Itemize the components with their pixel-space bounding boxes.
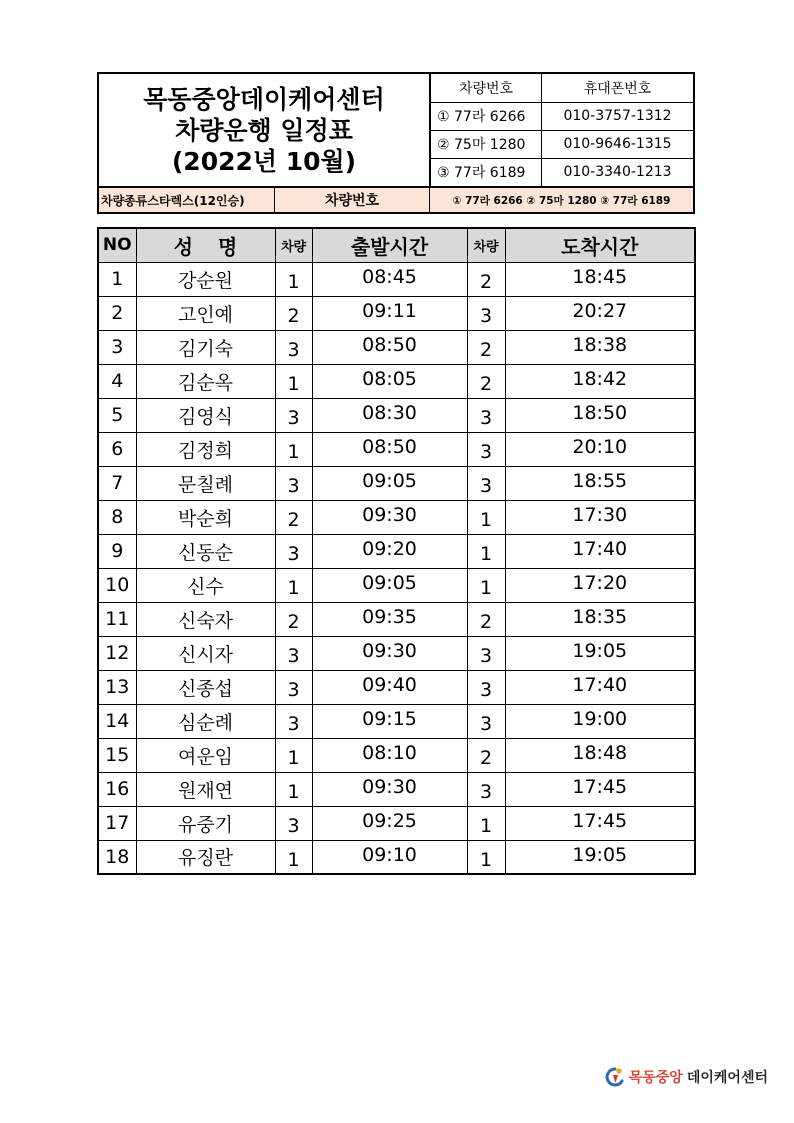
- cell-name: 신시자: [136, 636, 275, 670]
- vehicle-col-header: 차량번호: [431, 74, 542, 102]
- vehicle-contact-row: [431, 130, 694, 158]
- cell-car-out: 3: [275, 806, 312, 840]
- cell-arrive-time: 18:35: [505, 602, 695, 636]
- cell-arrive-time: 18:45: [505, 262, 695, 296]
- table-row: [98, 738, 695, 772]
- cell-arrive-time: 18:55: [505, 466, 695, 500]
- cell-no: 17: [98, 806, 136, 840]
- cell-no: 6: [98, 432, 136, 466]
- col-name-header: 성 명: [136, 228, 275, 262]
- cell-car-out: 3: [275, 466, 312, 500]
- cell-car-in: 2: [467, 262, 505, 296]
- vehicle-info-row: [99, 186, 693, 212]
- cell-depart-time: 08:50: [312, 330, 467, 364]
- cell-no: 4: [98, 364, 136, 398]
- cell-no: 7: [98, 466, 136, 500]
- table-row: [98, 602, 695, 636]
- schedule-header-row: [98, 228, 695, 262]
- cell-depart-time: 09:15: [312, 704, 467, 738]
- vehicle-plate: ② 75마 1280: [431, 130, 542, 158]
- cell-depart-time: 09:30: [312, 500, 467, 534]
- cell-name: 유징란: [136, 840, 275, 874]
- cell-arrive-time: 17:40: [505, 670, 695, 704]
- col-arrive-header: 도착시간: [505, 228, 695, 262]
- driver-phone: 010-3340-1213: [542, 158, 694, 186]
- table-row: [98, 262, 695, 296]
- cell-no: 13: [98, 670, 136, 704]
- vehicle-plate: ③ 77라 6189: [431, 158, 542, 186]
- schedule-header: [97, 72, 695, 214]
- cell-car-in: 2: [467, 602, 505, 636]
- cell-car-out: 1: [275, 568, 312, 602]
- cell-car-out: 2: [275, 296, 312, 330]
- table-row: [98, 806, 695, 840]
- cell-depart-time: 09:30: [312, 636, 467, 670]
- cell-car-out: 3: [275, 636, 312, 670]
- cell-no: 12: [98, 636, 136, 670]
- cell-arrive-time: 20:27: [505, 296, 695, 330]
- cell-no: 5: [98, 398, 136, 432]
- logo-text-secondary: 데이케어센터: [686, 1070, 768, 1086]
- cell-no: 1: [98, 262, 136, 296]
- cell-arrive-time: 18:50: [505, 398, 695, 432]
- footer-logo: [605, 1066, 768, 1088]
- cell-car-in: 1: [467, 806, 505, 840]
- cell-car-in: 2: [467, 330, 505, 364]
- cell-car-in: 3: [467, 432, 505, 466]
- cell-depart-time: 09:30: [312, 772, 467, 806]
- cell-name: 문칠례: [136, 466, 275, 500]
- logo-text-primary: 목동중앙: [628, 1070, 683, 1086]
- vehicle-plate: ① 77라 6266: [431, 102, 542, 130]
- cell-name: 여운임: [136, 738, 275, 772]
- daycare-logo-icon: [605, 1066, 625, 1088]
- table-row: [98, 296, 695, 330]
- cell-car-out: 1: [275, 262, 312, 296]
- cell-arrive-time: 19:00: [505, 704, 695, 738]
- table-row: [98, 364, 695, 398]
- cell-car-in: 3: [467, 704, 505, 738]
- cell-depart-time: 09:10: [312, 840, 467, 874]
- vehicle-type: 차량종류스타렉스(12인승): [99, 188, 275, 212]
- cell-name: 신종섭: [136, 670, 275, 704]
- cell-name: 유중기: [136, 806, 275, 840]
- cell-arrive-time: 19:05: [505, 840, 695, 874]
- cell-arrive-time: 17:45: [505, 772, 695, 806]
- cell-no: 9: [98, 534, 136, 568]
- col-car-in-header: 차량: [467, 228, 505, 262]
- col-no-header: NO: [98, 228, 136, 262]
- table-row: [98, 840, 695, 874]
- cell-arrive-time: 17:40: [505, 534, 695, 568]
- vehicle-number-list: ① 77라 6266 ② 75마 1280 ③ 77라 6189: [452, 194, 671, 207]
- cell-depart-time: 09:11: [312, 296, 467, 330]
- cell-car-out: 1: [275, 432, 312, 466]
- vehicle-contact-row: [431, 102, 694, 130]
- cell-depart-time: 08:45: [312, 262, 467, 296]
- cell-car-out: 3: [275, 704, 312, 738]
- cell-car-out: 1: [275, 364, 312, 398]
- cell-car-in: 2: [467, 738, 505, 772]
- cell-name: 신숙자: [136, 602, 275, 636]
- table-row: [98, 500, 695, 534]
- cell-car-out: 2: [275, 602, 312, 636]
- schedule-body: [98, 262, 695, 874]
- table-row: [98, 398, 695, 432]
- cell-depart-time: 09:25: [312, 806, 467, 840]
- center-name-title: 목동중앙데이케어센터: [143, 84, 385, 114]
- cell-arrive-time: 18:38: [505, 330, 695, 364]
- cell-arrive-time: 19:05: [505, 636, 695, 670]
- table-row: [98, 772, 695, 806]
- table-row: [98, 704, 695, 738]
- vehicle-contact-header-row: [431, 74, 694, 102]
- cell-car-out: 3: [275, 534, 312, 568]
- cell-car-in: 3: [467, 398, 505, 432]
- cell-depart-time: 08:30: [312, 398, 467, 432]
- cell-name: 원재연: [136, 772, 275, 806]
- driver-phone: 010-3757-1312: [542, 102, 694, 130]
- cell-no: 16: [98, 772, 136, 806]
- cell-depart-time: 09:05: [312, 466, 467, 500]
- cell-car-out: 3: [275, 670, 312, 704]
- cell-no: 3: [98, 330, 136, 364]
- cell-no: 11: [98, 602, 136, 636]
- cell-arrive-time: 18:42: [505, 364, 695, 398]
- cell-car-in: 3: [467, 772, 505, 806]
- cell-name: 고인예: [136, 296, 275, 330]
- table-row: [98, 534, 695, 568]
- cell-name: 김순옥: [136, 364, 275, 398]
- cell-car-in: 1: [467, 534, 505, 568]
- cell-arrive-time: 17:45: [505, 806, 695, 840]
- cell-arrive-time: 18:48: [505, 738, 695, 772]
- cell-arrive-time: 17:20: [505, 568, 695, 602]
- cell-arrive-time: 17:30: [505, 500, 695, 534]
- cell-car-in: 1: [467, 500, 505, 534]
- cell-car-in: 3: [467, 296, 505, 330]
- driver-phone: 010-9646-1315: [542, 130, 694, 158]
- title-box: [99, 74, 430, 186]
- cell-depart-time: 09:35: [312, 602, 467, 636]
- cell-depart-time: 08:50: [312, 432, 467, 466]
- table-row: [98, 636, 695, 670]
- table-row: [98, 568, 695, 602]
- table-row: [98, 432, 695, 466]
- cell-depart-time: 08:05: [312, 364, 467, 398]
- vehicle-contact-table: [430, 74, 693, 186]
- cell-car-out: 1: [275, 840, 312, 874]
- table-row: [98, 466, 695, 500]
- cell-name: 신수: [136, 568, 275, 602]
- phone-col-header: 휴대폰번호: [542, 74, 694, 102]
- cell-no: 14: [98, 704, 136, 738]
- cell-name: 강순원: [136, 262, 275, 296]
- cell-car-in: 1: [467, 840, 505, 874]
- cell-name: 박순희: [136, 500, 275, 534]
- cell-depart-time: 09:40: [312, 670, 467, 704]
- schedule-month: (2022년 10월): [171, 146, 357, 176]
- cell-arrive-time: 20:10: [505, 432, 695, 466]
- cell-car-in: 2: [467, 364, 505, 398]
- vehicle-contact-row: [431, 158, 694, 186]
- cell-no: 15: [98, 738, 136, 772]
- cell-depart-time: 09:20: [312, 534, 467, 568]
- cell-name: 신동순: [136, 534, 275, 568]
- schedule-table: [97, 227, 696, 875]
- cell-car-out: 1: [275, 738, 312, 772]
- schedule-title: 차량운행 일정표: [175, 115, 353, 145]
- col-car-out-header: 차량: [275, 228, 312, 262]
- cell-no: 18: [98, 840, 136, 874]
- cell-car-out: 2: [275, 500, 312, 534]
- cell-name: 김영식: [136, 398, 275, 432]
- cell-name: 김기숙: [136, 330, 275, 364]
- cell-no: 8: [98, 500, 136, 534]
- cell-depart-time: 08:10: [312, 738, 467, 772]
- cell-name: 김정희: [136, 432, 275, 466]
- cell-car-in: 3: [467, 670, 505, 704]
- cell-car-in: 3: [467, 466, 505, 500]
- cell-no: 2: [98, 296, 136, 330]
- cell-no: 10: [98, 568, 136, 602]
- cell-car-in: 1: [467, 568, 505, 602]
- col-depart-header: 출발시간: [312, 228, 467, 262]
- vehicle-number-label: 차량번호: [275, 188, 430, 212]
- table-row: [98, 670, 695, 704]
- table-row: [98, 330, 695, 364]
- cell-depart-time: 09:05: [312, 568, 467, 602]
- cell-car-out: 1: [275, 772, 312, 806]
- cell-car-out: 3: [275, 398, 312, 432]
- cell-car-in: 3: [467, 636, 505, 670]
- cell-car-out: 3: [275, 330, 312, 364]
- cell-name: 심순례: [136, 704, 275, 738]
